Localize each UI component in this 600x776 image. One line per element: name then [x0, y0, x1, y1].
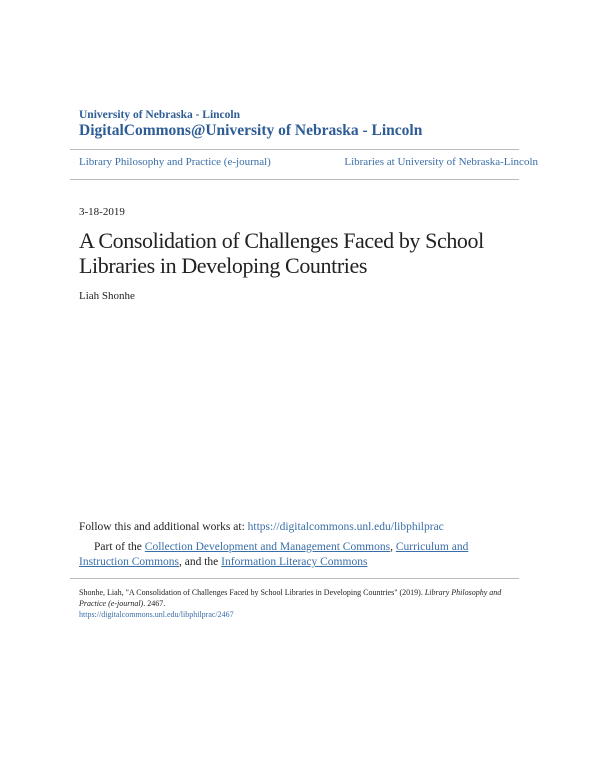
citation-journal: Library Philosophy and Practice (e-journal)	[79, 588, 502, 608]
series-url-link[interactable]: https://digitalcommons.unl.edu/libphilprac	[247, 521, 444, 533]
citation-number: . 2467.	[143, 599, 166, 608]
follow-label: Follow this and additional works at:	[79, 521, 248, 533]
citation-text: Shonhe, Liah, "A Consolidation of Challenges Faced by School Libraries in Developing Countries" (2019).	[79, 588, 425, 597]
part-of-label: Part of the	[94, 541, 145, 553]
part-of-line	[79, 540, 519, 570]
follow-line	[79, 521, 444, 533]
divider	[70, 578, 519, 579]
divider	[70, 149, 519, 150]
libraries-link[interactable]: Libraries at University of Nebraska-Lincoln	[344, 156, 538, 168]
citation	[79, 587, 524, 620]
author: Liah Shonhe	[79, 290, 135, 302]
repository-name: DigitalCommons@University of Nebraska - Lincoln	[79, 122, 423, 139]
information-literacy-link[interactable]: Information Literacy Commons	[221, 556, 368, 568]
citation-url-link[interactable]: https://digitalcommons.unl.edu/libphilprac/2467	[79, 610, 234, 619]
institution-name: University of Nebraska - Lincoln	[79, 109, 240, 121]
title-line: Libraries in Developing Countries	[79, 253, 368, 278]
journal-link[interactable]: Library Philosophy and Practice (e-journal)	[79, 156, 271, 168]
collection-development-link[interactable]: Collection Development and Management Commons	[144, 541, 391, 553]
article-title	[79, 228, 484, 278]
separator: ,	[390, 541, 396, 553]
curriculum-link[interactable]: Curriculum and Instruction Commons	[79, 541, 469, 568]
title-line: A Consolidation of Challenges Faced by School	[79, 228, 484, 253]
separator: , and the	[179, 556, 222, 568]
publication-date: 3-18-2019	[79, 206, 125, 218]
divider	[70, 179, 519, 180]
